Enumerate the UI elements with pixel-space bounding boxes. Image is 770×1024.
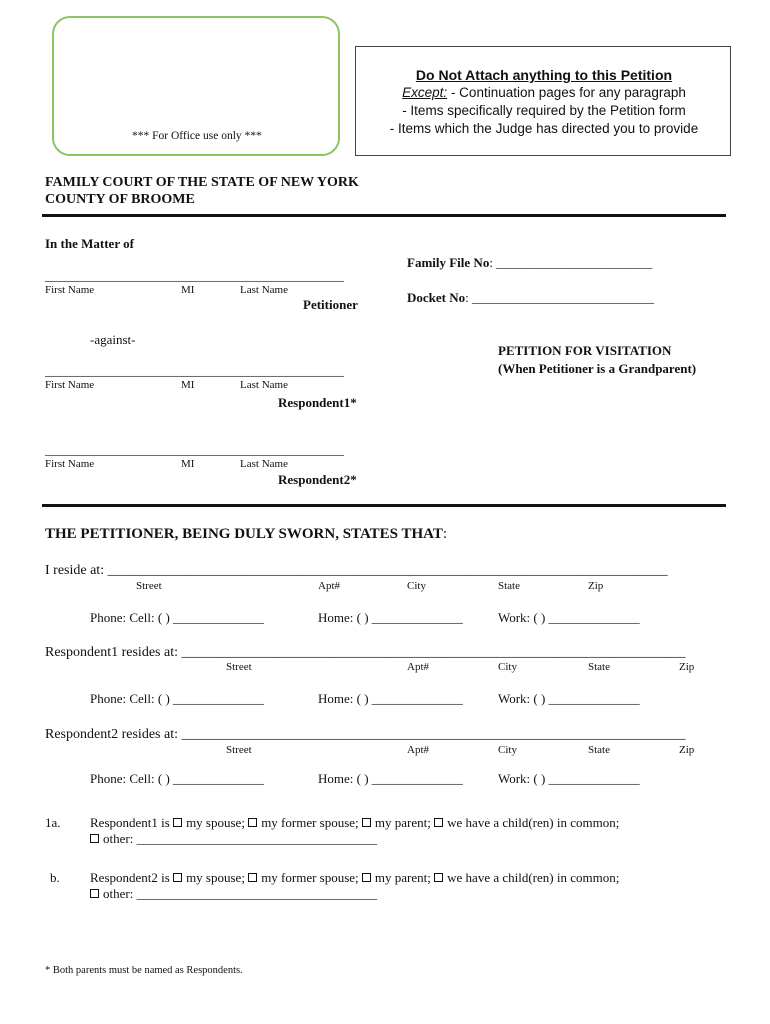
respondent2-city-label: City	[498, 744, 517, 756]
respondent2-address-field[interactable]: Respondent2 resides at: ________________________________________________________________________	[45, 727, 686, 742]
r1-child-common-checkbox[interactable]	[434, 818, 443, 827]
petitioner-address-field[interactable]: I reside at: ________________________________________________________________________________	[45, 563, 668, 578]
respondent1-last-name-label: Last Name	[240, 379, 288, 391]
r2-other-field[interactable]: other: _____________________________________	[103, 886, 378, 901]
r2-spouse-checkbox[interactable]	[173, 873, 182, 882]
respondent1-state-label: State	[588, 661, 610, 673]
petitioner-name-field[interactable]: ______________________________________________	[45, 268, 344, 283]
r1-other-field[interactable]: other: _____________________________________	[103, 831, 378, 846]
office-use-label: *** For Office use only ***	[132, 130, 262, 142]
respondent1-address-field[interactable]: Respondent1 resides at: ________________________________________________________________________	[45, 645, 686, 660]
petitioner-label: Petitioner	[303, 297, 358, 312]
r2-former-spouse-checkbox[interactable]	[248, 873, 257, 882]
respondent1-apt-label: Apt#	[407, 661, 429, 673]
petitioner-mi-label: MI	[181, 284, 195, 296]
item-1a-number: 1a.	[45, 815, 61, 830]
against-label: -against-	[90, 332, 136, 347]
respondent1-resides-label: Respondent1 resides at:	[45, 645, 182, 660]
r1-other-checkbox[interactable]	[90, 834, 99, 843]
item-b-number: b.	[50, 870, 60, 885]
respondent2-label: Respondent2*	[278, 472, 357, 487]
family-file-label: Family File No	[407, 255, 490, 270]
respondent1-name-field[interactable]: ______________________________________________	[45, 363, 344, 378]
petitioner-work-phone-field[interactable]: Work: ( ) ______________	[498, 610, 640, 625]
r2-other-checkbox[interactable]	[90, 889, 99, 898]
respondent2-zip-label: Zip	[679, 744, 695, 756]
r1-former-spouse-checkbox[interactable]	[248, 818, 257, 827]
notice-box	[355, 46, 731, 156]
header-rule	[42, 214, 726, 217]
respondent2-home-phone-field[interactable]: Home: ( ) ______________	[318, 771, 463, 786]
court-name: FAMILY COURT OF THE STATE OF NEW YORK	[45, 175, 359, 190]
notice-title: Do Not Attach anything to this Petition	[415, 67, 673, 83]
respondent2-resides-label: Respondent2 resides at:	[45, 727, 182, 742]
notice-except-label: Except:	[402, 85, 448, 100]
petitioner-state-label: State	[498, 580, 520, 592]
respondent2-cell-phone-field[interactable]: Phone: Cell: ( ) ______________	[90, 771, 265, 786]
court-county: COUNTY OF BROOME	[45, 192, 195, 207]
petitioner-street-label: Street	[136, 580, 162, 592]
petitioner-last-name-label: Last Name	[240, 284, 288, 296]
respondent1-city-label: City	[498, 661, 517, 673]
petition-title: PETITION FOR VISITATION	[498, 343, 672, 358]
in-the-matter-of: In the Matter of	[45, 236, 134, 251]
docket-label: Docket No	[407, 290, 466, 305]
sworn-heading: THE PETITIONER, BEING DULY SWORN, STATES THAT:	[45, 526, 448, 542]
petitioner-cell-phone-field[interactable]: Phone: Cell: ( ) ______________	[90, 610, 265, 625]
r1-parent-checkbox[interactable]	[362, 818, 371, 827]
item-b-other	[90, 886, 377, 902]
notice-item-2: - Items specifically required by the Petition form	[402, 103, 686, 118]
footnote: * Both parents must be named as Respondents.	[45, 965, 243, 976]
respondent1-label: Respondent1*	[278, 395, 357, 410]
notice-except-line	[356, 85, 732, 100]
item-1a-line1: Respondent1 is my spouse; my former spouse; my parent; we have a child(ren) in common;	[90, 815, 620, 830]
notice-item-3: - Items which the Judge has directed you to provide	[389, 121, 699, 136]
respondent2-first-name-label: First Name	[45, 458, 95, 470]
respondent2-state-label: State	[588, 744, 610, 756]
family-file-field[interactable]: Family File No: ________________________	[407, 255, 653, 270]
notice-item-1: - Continuation pages for any paragraph	[447, 85, 686, 100]
respondent2-name-field[interactable]: ______________________________________________	[45, 442, 344, 457]
petitioner-zip-label: Zip	[588, 580, 604, 592]
respondent2-work-phone-field[interactable]: Work: ( ) ______________	[498, 771, 640, 786]
petitioner-city-label: City	[407, 580, 426, 592]
item-1a-other	[90, 831, 377, 847]
petitioner-first-name-label: First Name	[45, 284, 95, 296]
respondent2-mi-label: MI	[181, 458, 195, 470]
respondent1-first-name-label: First Name	[45, 379, 95, 391]
respondent2-street-label: Street	[226, 744, 252, 756]
respondent1-home-phone-field[interactable]: Home: ( ) ______________	[318, 691, 463, 706]
respondent1-cell-phone-field[interactable]: Phone: Cell: ( ) ______________	[90, 691, 265, 706]
r2-parent-checkbox[interactable]	[362, 873, 371, 882]
petitioner-home-phone-field[interactable]: Home: ( ) ______________	[318, 610, 463, 625]
docket-field[interactable]: Docket No: ____________________________	[407, 290, 655, 305]
petition-subtitle: (When Petitioner is a Grandparent)	[498, 361, 697, 376]
respondent1-work-phone-field[interactable]: Work: ( ) ______________	[498, 691, 640, 706]
respondent1-street-label: Street	[226, 661, 252, 673]
respondent2-apt-label: Apt#	[407, 744, 429, 756]
section-rule	[42, 504, 726, 507]
r1-spouse-checkbox[interactable]	[173, 818, 182, 827]
respondent1-mi-label: MI	[181, 379, 195, 391]
petitioner-apt-label: Apt#	[318, 580, 340, 592]
i-reside-label: I reside at:	[45, 563, 108, 578]
respondent2-last-name-label: Last Name	[240, 458, 288, 470]
respondent1-zip-label: Zip	[679, 661, 695, 673]
r2-child-common-checkbox[interactable]	[434, 873, 443, 882]
item-b-line1: Respondent2 is my spouse; my former spouse; my parent; we have a child(ren) in common;	[90, 870, 620, 885]
